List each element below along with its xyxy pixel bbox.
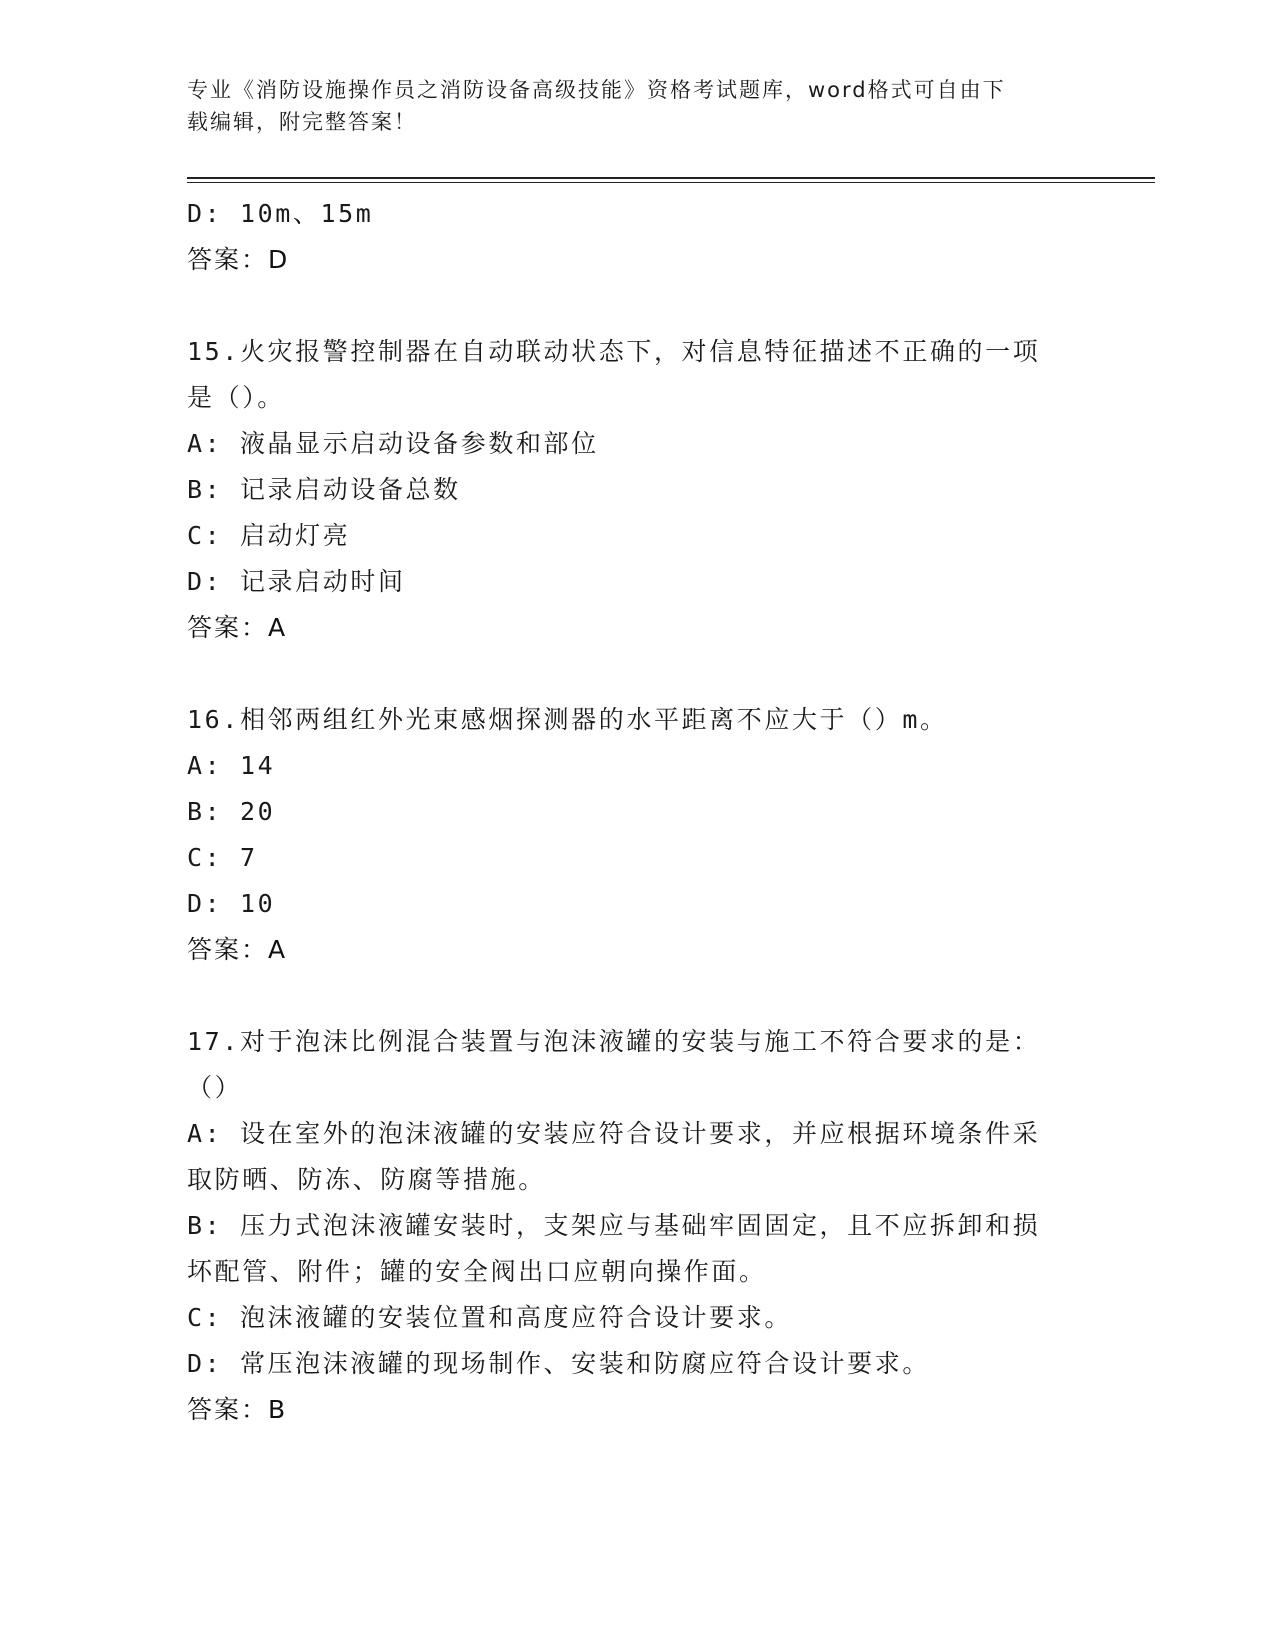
option-b-continued: 坏配管、附件；罐的安全阀出口应朝向操作面。: [187, 1257, 767, 1286]
spacer: [187, 283, 1087, 329]
question-17: [187, 1019, 1087, 1433]
question-16: [187, 697, 1087, 973]
option-a: A: 液晶显示启动设备参数和部位: [187, 429, 599, 458]
answer: 答案：A: [187, 935, 288, 964]
option-c: C: 7: [187, 843, 258, 872]
option-d: D: 常压泡沫液罐的现场制作、安装和防腐应符合设计要求。: [187, 1349, 930, 1378]
spacer: [187, 651, 1087, 697]
option-d: D: 记录启动时间: [187, 567, 406, 596]
question-15: [187, 329, 1087, 651]
option-b: B: 压力式泡沫液罐安装时，支架应与基础牢固固定，且不应拆卸和损: [187, 1211, 1041, 1240]
option-b: B: 20: [187, 797, 276, 826]
answer: 答案：A: [187, 613, 288, 642]
spacer: [187, 973, 1087, 1019]
answer: 答案：B: [187, 1395, 288, 1424]
option-a: A: 设在室外的泡沫液罐的安装应符合设计要求，并应根据环境条件采: [187, 1119, 1041, 1148]
header-line-1: 专业《消防设施操作员之消防设备高级技能》资格考试题库，word格式可自由下: [187, 78, 1006, 102]
header-line-2: 载编辑，附完整答案！: [187, 110, 417, 134]
question-stem-line: 16.相邻两组红外光束感烟探测器的水平距离不应大于（）m。: [187, 705, 948, 734]
option-c: C: 泡沫液罐的安装位置和高度应符合设计要求。: [187, 1303, 792, 1332]
answer: 答案：D: [187, 245, 290, 274]
option-a: A: 14: [187, 751, 276, 780]
document-header: [187, 74, 1067, 138]
question-stem-line: 是（）。: [187, 383, 285, 412]
header-rule-thick: [187, 177, 1155, 179]
header-rule-thin: [187, 182, 1155, 183]
question-stem-line: 17.对于泡沫比例混合装置与泡沫液罐的安装与施工不符合要求的是：: [187, 1027, 1041, 1056]
option-b: B: 记录启动设备总数: [187, 475, 461, 504]
option-a-continued: 取防晒、防冻、防腐等措施。: [187, 1165, 546, 1194]
document-body: [187, 191, 1087, 1433]
option-d: D: 10m、15m: [187, 199, 374, 228]
question-stem-line: 15.火灾报警控制器在自动联动状态下，对信息特征描述不正确的一项: [187, 337, 1041, 366]
question-stem-line: （）: [187, 1073, 243, 1102]
option-d: D: 10: [187, 889, 276, 918]
option-c: C: 启动灯亮: [187, 521, 351, 550]
